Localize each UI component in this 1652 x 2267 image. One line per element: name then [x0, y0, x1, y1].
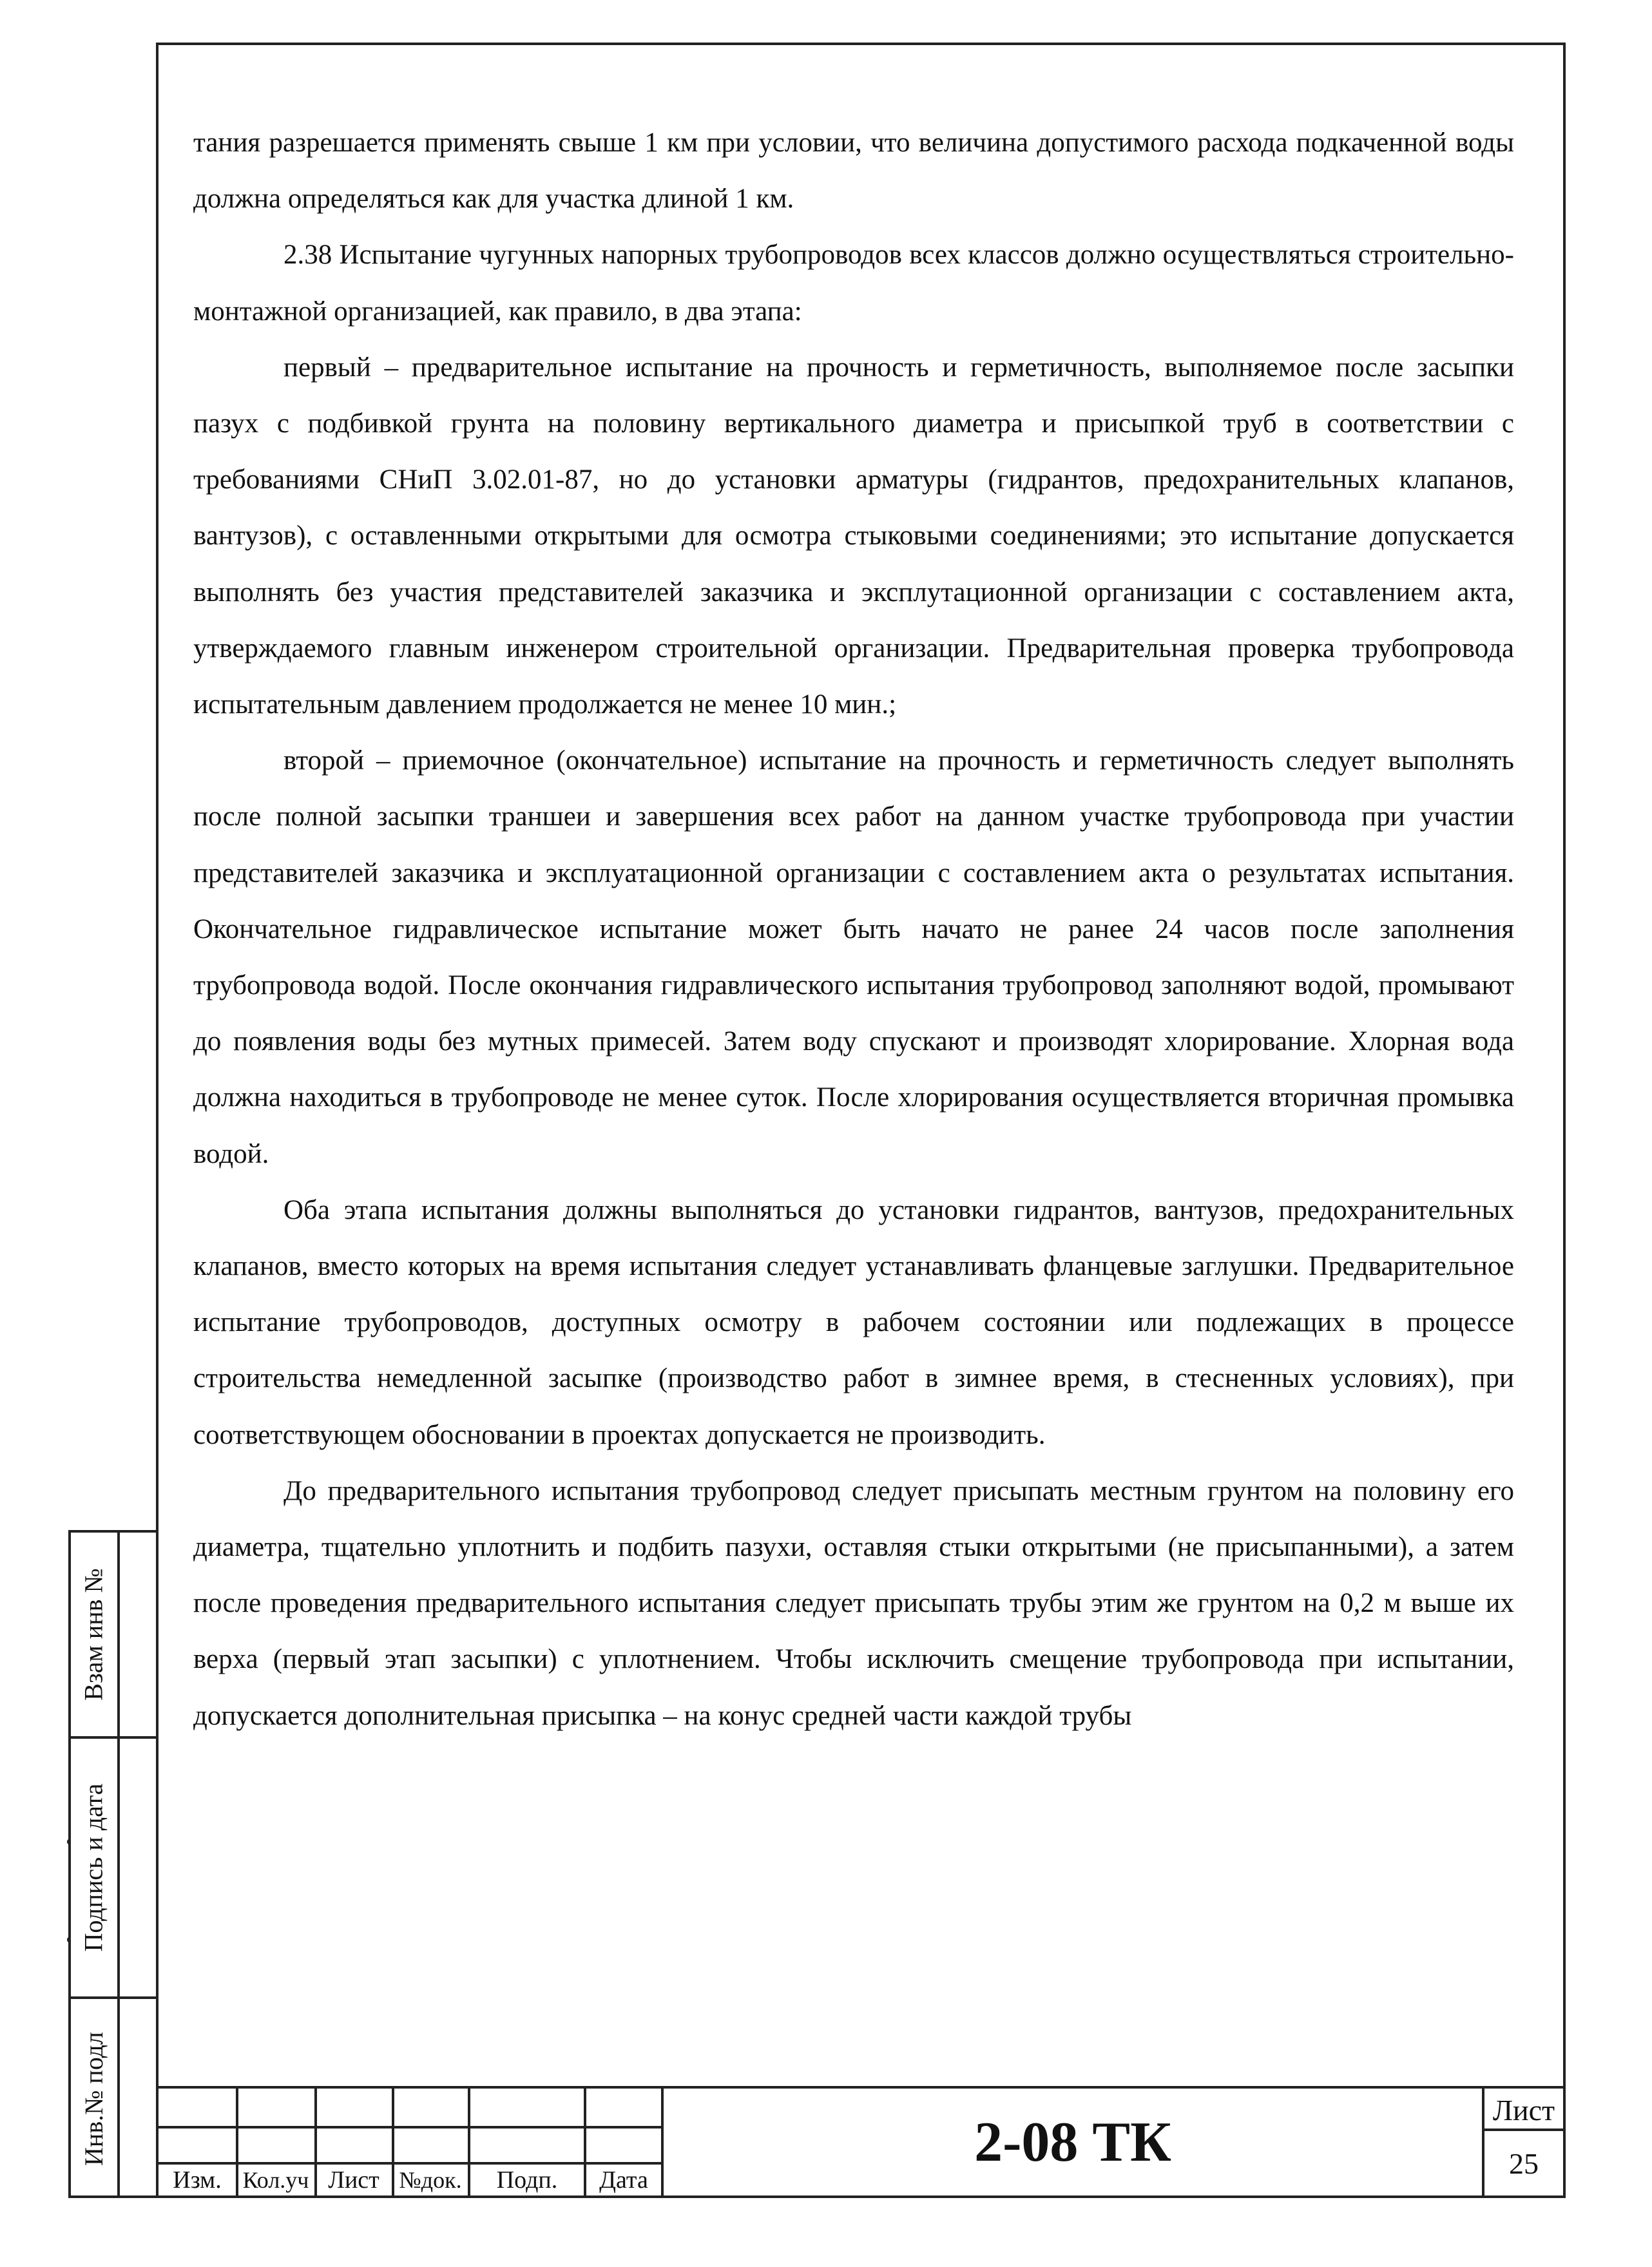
col-label-doc: №док.: [399, 2167, 462, 2193]
side-label-replacement-text: Взам инв №: [79, 1568, 109, 1701]
paragraph-continuation: тания разрешается применять свыше 1 км при условии, что величина допустимого расхода подкаченной воды должна определяться как для участка длиной 1 км.: [193, 128, 1514, 215]
side-label-replacement: [71, 1533, 117, 1736]
title-block-grid: [158, 2089, 661, 2195]
document-body: [193, 115, 1514, 1744]
paragraph-stage-two: второй – приемочное (окончательное) испытание на прочность и герметичность следует выполнять после полной засыпки траншеи и завершения всех работ на данном участке трубопровода при участии представителей заказчика и эксплуатационной организации с составлением акта о результатах испытания. Окончательное гидравлическое испытание может быть начато не ранее 24 часов после заполнения трубопровода водой. После окончания гидравлического испытания трубопровод заполняют водой, промывают до появления воды без мутных примесей. Затем воду спускают и производят хлорирование. Хлорная вода должна находиться в трубопроводе не менее суток. После хлорирования осуществляется вторичная промывка водой.: [193, 745, 1514, 1169]
paragraph-stage-one: первый – предварительное испытание на прочность и герметичность, выполняемое после засыпки пазух с подбивкой грунта на половину вертикального диаметра и присыпкой труб в соответствии с требованиями СНиП 3.02.01-87, но до установки арматуры (гидрантов, предохранительных клапанов, вантузов), с оставленными открытыми для осмотра стыковыми соединениями; это испытание допускается выполнять без участия представителей заказчика и эксплутационной организации с составлением акта, утверждаемого главным инженером строительной организации. Предварительная проверка трубопровода испытательным давлением продолжается не менее 10 мин.;: [193, 352, 1514, 720]
side-label-inventory: [71, 1999, 117, 2198]
sheet-label: Лист: [1492, 2093, 1555, 2127]
document-code: 2-08 ТК: [974, 2110, 1171, 2174]
sheet-number: 25: [1509, 2147, 1539, 2180]
side-label-signature-text: Подпись и дата: [79, 1783, 108, 1952]
col-label-sheet: Лист: [328, 2167, 379, 2194]
paragraph-both-stages: Оба этапа испытания должны выполняться до установки гидрантов, вантузов, предохранительных клапанов, вместо которых на время испытания следует устанавливать фланцевые заглушки. Предварительное испытание трубопроводов, доступных осмотру в рабочем состоянии или подлежащих в процессе строительства немедленной засыпке (производство работ в зимнее время, в стесненных условиях), при соответствующем обосновании в проектах допускается не производить.: [193, 1194, 1514, 1450]
paragraph-2-38: 2.38 Испытание чугунных напорных трубопроводов всех классов должно осуществляться строительно-монтажной организацией, как правило, в два этапа:: [193, 240, 1514, 327]
col-label-change: Изм.: [173, 2167, 222, 2194]
side-label-signature: [71, 1739, 117, 1996]
scan-mark: [67, 1937, 71, 1942]
scan-mark: [67, 1839, 71, 1844]
side-stamp-strip: [68, 1530, 156, 2198]
paragraph-backfill: До предварительного испытания трубопровод следует присыпать местным грунтом на половину его диаметра, тщательно уплотнить и подбить пазухи, оставляя стыки открытыми (не присыпанными), а затем после проведения предварительного испытания следует присыпать трубы этим же грунтом на 0,2 м выше их верха (первый этап засыпки) с уплотнением. Чтобы исключить смещение трубопровода при испытании, допускается дополнительная присыпка – на конус средней части каждой трубы: [193, 1475, 1514, 1731]
col-label-count: Кол.уч: [242, 2167, 309, 2193]
col-label-signature: Подп.: [496, 2167, 558, 2194]
side-label-inventory-text: Инв.№ подл: [79, 2031, 109, 2166]
title-block: [158, 2086, 1563, 2195]
col-label-date: Дата: [599, 2167, 648, 2194]
